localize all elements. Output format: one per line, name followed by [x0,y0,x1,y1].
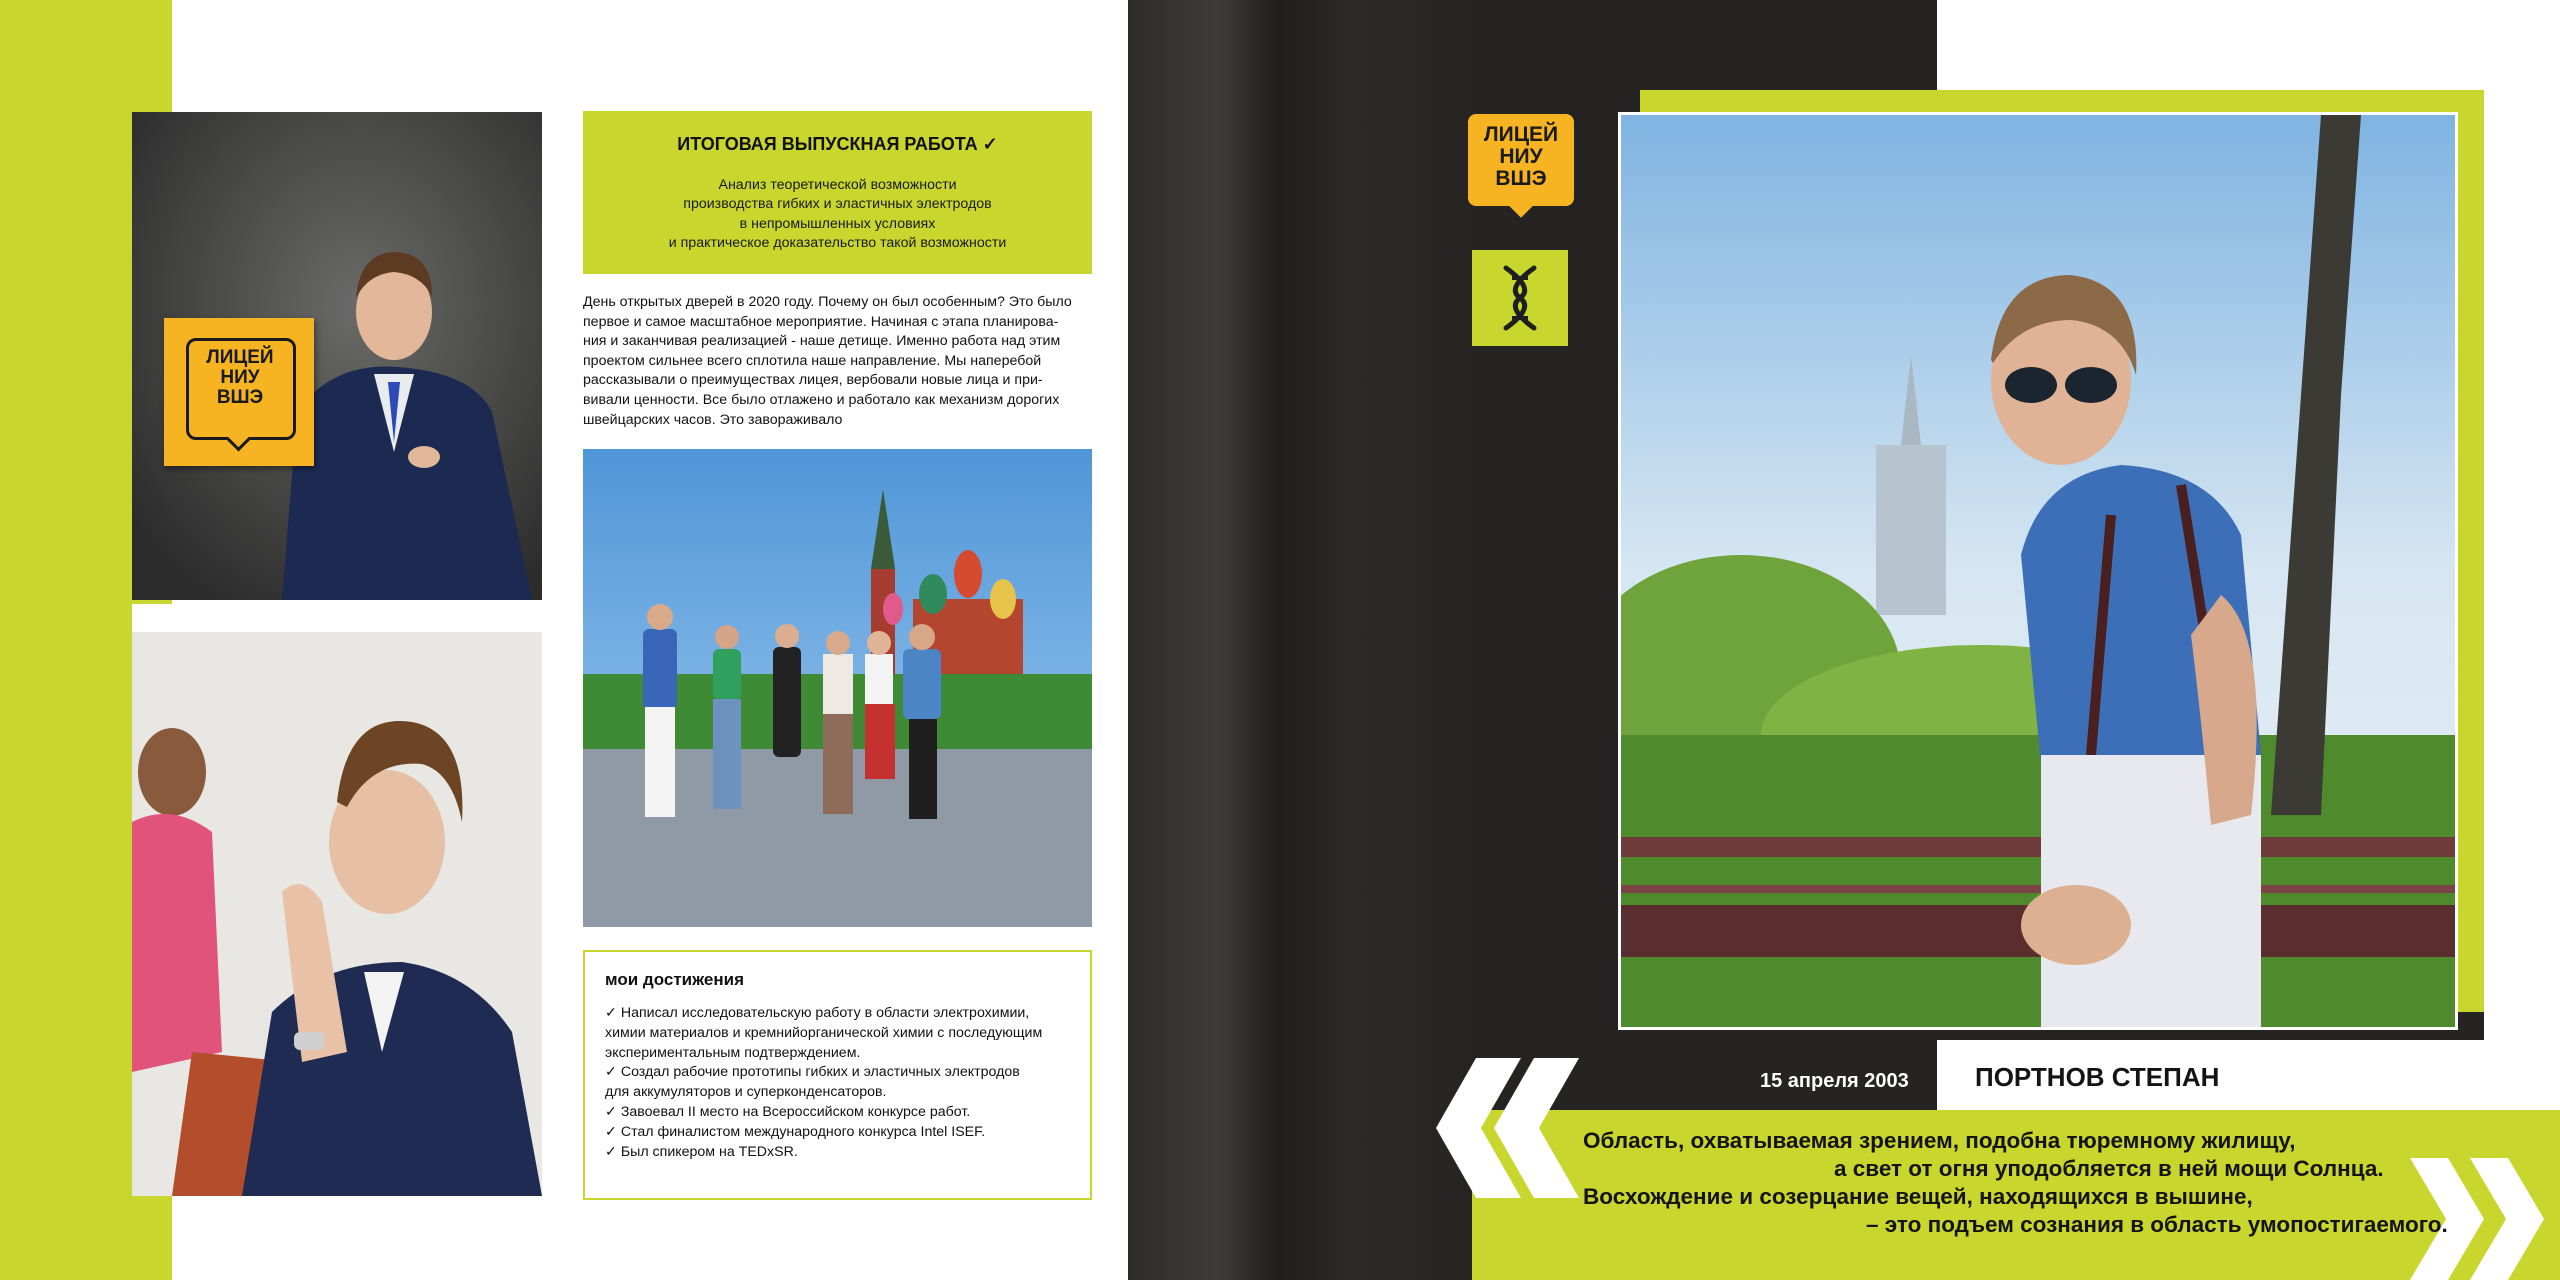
logo-line-1: ЛИЦЕЙ [206,347,274,368]
quote-line: – это подъем сознания в область умопостигаемого. [1866,1212,2448,1237]
story-line: День открытых дверей в 2020 году. Почему он был особенным? Это было [583,294,1072,310]
lyceum-sign [164,318,314,466]
dna-icon [1472,250,1568,346]
profile-photo [132,632,542,1196]
thesis-line: Анализ теоретической возможности [718,177,957,193]
portrait-photo-with-sign [132,112,542,600]
quote-line: Область, охватываемая зрением, подобна тюремному жилищу, [1583,1128,2296,1153]
achievement-line: экспериментальным подтверждением. [605,1044,861,1061]
quote-line: а свет от огня уподобляется в ней мощи Солнца. [1834,1156,2384,1181]
achievement-line: ✓ Завоевал II место на Всероссийском конкурсе работ. [605,1103,971,1120]
quote-line: Восхождение и созерцание вещей, находящихся в вышине, [1583,1184,2253,1209]
logo-line-3: ВШЭ [216,386,264,408]
right-page-white-corner [1937,0,2560,90]
logo-line-3: ВШЭ [1495,167,1547,191]
achievements-list [605,1004,1085,1162]
story-line: швейцарских часов. Это завораживало [583,411,843,428]
birth-date: 15 апреля 2003 [1760,1070,1909,1092]
achievement-line: ✓ Стал финалистом международного конкурса Intel ISEF. [605,1123,986,1140]
right-page-white-side [2484,0,2560,1110]
main-portrait-photo [1618,112,2458,1030]
thesis-heading: ИТОГОВАЯ ВЫПУСКНАЯ РАБОТА ✓ [677,134,998,154]
story-line: первое и самое масштабное мероприятие. Начиная с этапа планирова- [583,313,1059,330]
achievement-line: ✓ Создал рабочие прототипы гибких и эластичных электродов [605,1064,1020,1081]
achievement-line: ✓ Написал исследовательскую работу в области электрохимии, [605,1005,1030,1021]
logo-line-2: НИУ [1499,145,1543,169]
chevron-left-icon [1436,1058,1586,1198]
story-line: проектом сильнее всего сплотила наше направление. Мы наперебой [583,352,1042,369]
achievements-title: мои достижения [605,970,745,989]
thesis-description [583,176,1092,254]
thesis-line: в непромышленных условиях [739,215,936,232]
thesis-line: и практическое доказательство такой возможности [668,235,1007,252]
lyceum-logo-text [1468,124,1574,190]
left-edge-white-gap [132,604,172,632]
story-line: рассказывали о преимуществах лицея, вербовали новые лица и при- [583,372,1043,389]
logo-line-1: ЛИЦЕЙ [1483,123,1559,146]
achievement-line: ✓ Был спикером на TEDxSR. [605,1143,798,1160]
thesis-line: производства гибких и эластичных электродов [683,196,992,213]
achievement-line: химии материалов и кремнийорганической химии с последующим [605,1024,1043,1041]
logo-line-2: НИУ [220,366,260,388]
story-paragraph [583,293,1103,430]
student-name-overlay: ПОРТНОВ СТЕПАН [1975,1062,2220,1092]
achievement-line: для аккумуляторов и суперконденсаторов. [605,1084,887,1101]
story-line: вивали ценности. Все было отлажено и работало как механизм дорогих [583,391,1060,408]
story-line: ния и заканчивая реализацией - наше детище. Именно работа над этим [583,333,1061,350]
group-photo-red-square [583,449,1092,927]
